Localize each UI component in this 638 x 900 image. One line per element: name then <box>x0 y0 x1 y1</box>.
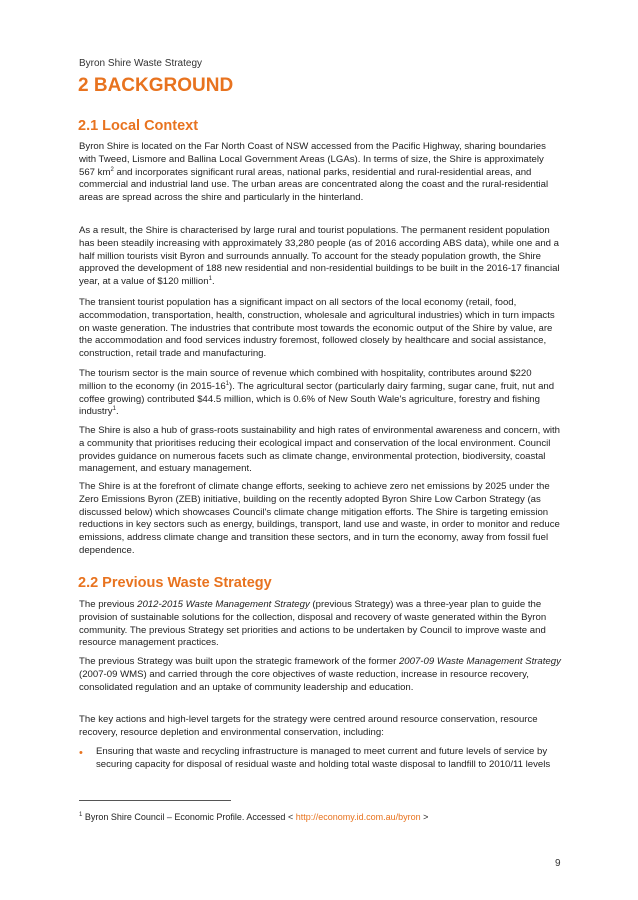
previous-strategy-heading: 2.2 Previous Waste Strategy <box>78 575 272 591</box>
page-number: 9 <box>555 858 561 869</box>
previous-strategy-paragraph-1: The previous 2012-2015 Waste Management Strategy (previous Strategy) was a three-year plan to guide the provision of sustainable solutions for the collection, disposal and recovery of waste generated within the Byron community. The previous Strategy set priorities and actions to be undertaken by Council to improve waste and resource management practices. <box>79 599 547 649</box>
section-title: 2 BACKGROUND <box>78 75 234 96</box>
footnote-divider <box>79 800 231 801</box>
local-context-heading: 2.1 Local Context <box>78 118 199 134</box>
previous-strategy-paragraph-2: The previous Strategy was built upon the strategic framework of the former 2007-09 Waste Management Strategy (2007-09 WMS) and carried through the core objectives of waste reduction, increase in resource recovery, consolidated regulation and an uptake of community leadership and education. <box>79 656 561 693</box>
local-context-paragraph-3: The transient tourist population has a significant impact on all sectors of the local economy (retail, food, accommodation, transportation, health, construction, wholesale and agricultural industries) which in turn impacts on waste generation. The industries that contribute most towards the economic output of the Shire by value, are the accommodation and food services industry foremost, followed closely by healthcare and social assistance, construction, retail trade and manufacturing. <box>79 297 555 360</box>
local-context-paragraph-1: Byron Shire is located on the Far North Coast of NSW accessed from the Pacific Highway, sharing boundaries with Tweed, Lismore and Ballina Local Government Areas (LGAs). In terms of size, the Shire is approximately 567 $km^2$ and incorporates significant rural areas, national parks, residential and rural-residential areas, and commercial and industrial land use. The urban areas are concentrated along the coast and the rural-residential areas are spread across the shire and particularly in the hinterland. <box>79 141 549 204</box>
local-context-paragraph-5: The Shire is also a hub of grass-roots sustainability and high rates of environmental awareness and concern, with a community that prioritises reducing their ecological impact and conservation of the local environment. Council provides guidance on numerous facets such as climate change, environmental protection, biodiversity, coastal management, and estuary management. <box>79 425 561 475</box>
bullet-text: Ensuring that waste and recycling infrastructure is managed to meet current and future levels of service by securing capacity for disposal of residual waste and holding total waste disposal to landfill to 2010/11 levels <box>96 746 551 770</box>
footnote-link[interactable]: http://economy.id.com.au/byron <box>295 812 421 822</box>
local-context-paragraph-2: As a result, the Shire is characterised by large rural and tourist populations. The permanent resident population has been steadily increasing with approximately 33,280 people (as of 2016 according ABS data), while one and a half million tourists visit Byron and surrounds annually. To account for the steady population growth, the Shire approved the development of 188 new residential and non-residential buildings to be built in the 2016-17 financial year, at a value of $120 million$^1$. <box>79 225 560 288</box>
local-context-paragraph-4: The tourism sector is the main source of revenue which combined with hospitality, contributes around $220 million to the economy (in $2015-16^1$). The agricultural sector (particularly dairy farming, sugar cane, fruit, nut and coffee growing) contributed $44.5 million, which is 0.6% of New South Wale's agriculture, forestry and fishing industry$^1$. <box>79 368 555 418</box>
footnote-marker: 1 <box>79 812 83 818</box>
running-header: Byron Shire Waste Strategy <box>79 58 203 69</box>
bullet-icon: • <box>79 747 83 759</box>
footnote: $^1$ Byron Shire Council – Economic Profile. Accessed < http://economy.id.com.au/byron > <box>79 812 429 822</box>
local-context-paragraph-6: The Shire is at the forefront of climate change efforts, seeking to achieve zero net emissions by 2025 under the Zero Emissions Byron (ZEB) initiative, building on the recently adopted Byron Shire Low Carbon Strategy (as discussed below) which showcases Council's climate change mitigation efforts. The Shire is targeting emission reductions in key sectors such as energy, buildings, transport, land use and waste, in order to monitor and reduce emissions, address climate change and transition these sectors, and in turn the economy, away from fossil fuel dependence. <box>79 481 560 556</box>
previous-strategy-paragraph-3: The key actions and high-level targets for the strategy were centred around resource conservation, resource recovery, resource depletion and environmental conservation, including: <box>79 714 538 738</box>
